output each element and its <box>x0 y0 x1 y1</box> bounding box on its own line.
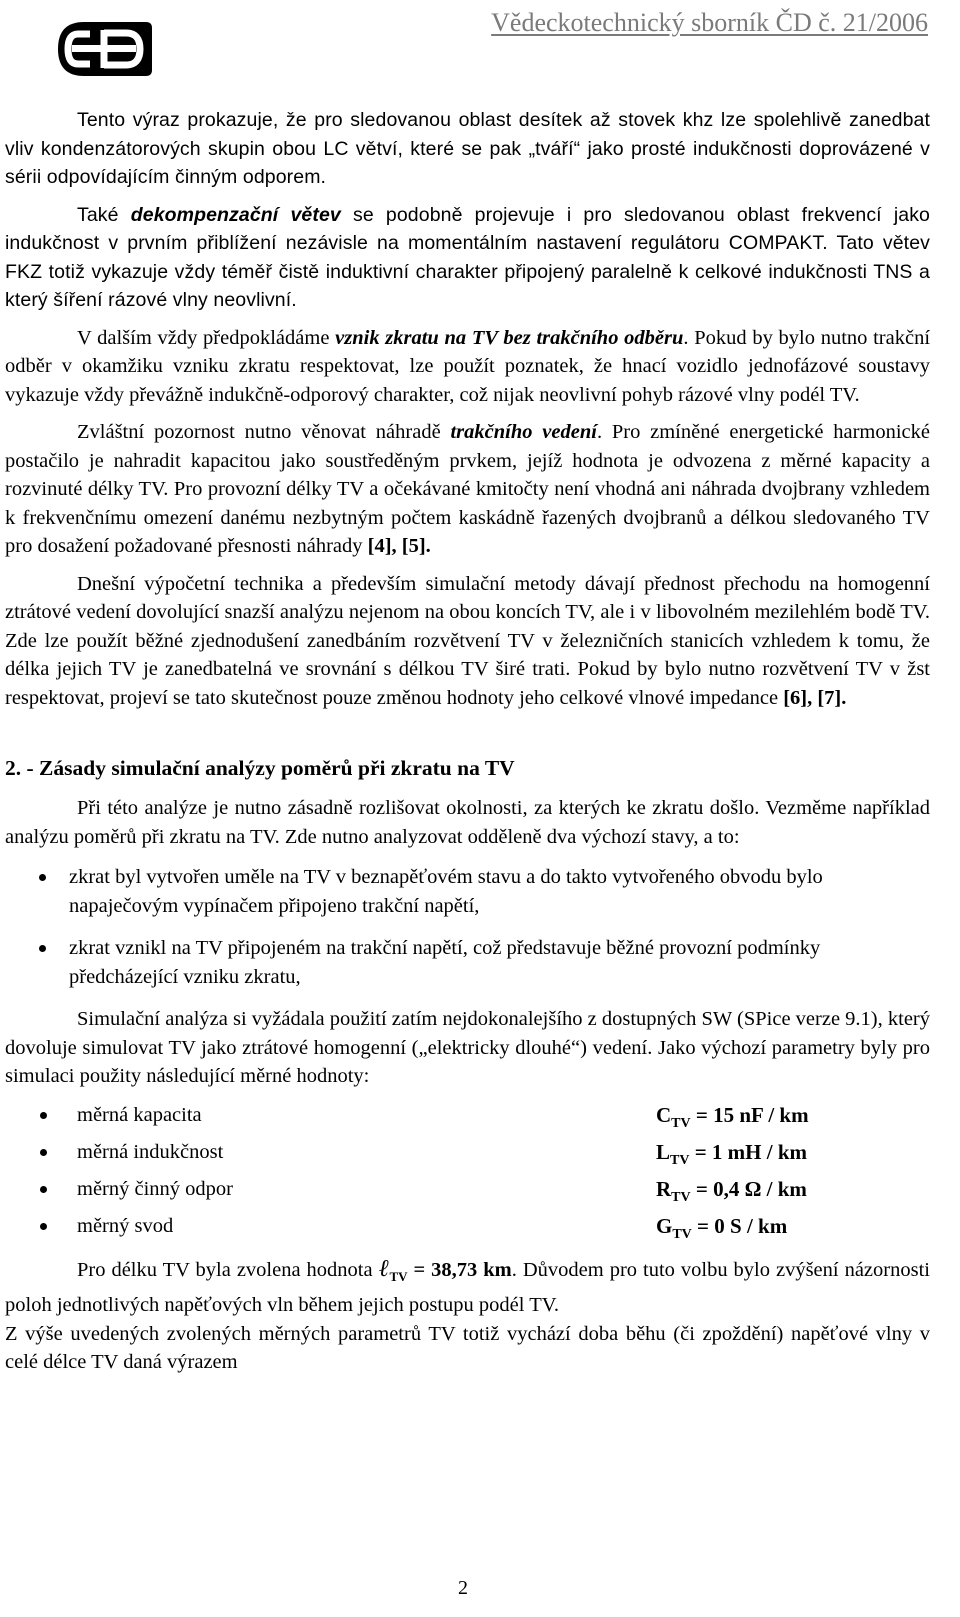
emphasis-dekompenzacni-vetev: dekompenzační větev <box>130 203 341 226</box>
body-text <box>5 106 930 1377</box>
parameter-formula: $L_{TV} = 1$ mH / km <box>656 1139 808 1168</box>
citation-4-5: [4], [5]. <box>367 535 431 557</box>
section-heading: 2. - Zásady simulační analýzy poměrů při zkratu na TV <box>5 756 515 780</box>
parameter-formula: $R_{TV} = 0,4$ Ω / km <box>656 1176 807 1205</box>
list-item: zkrat byl vytvořen uměle na TV v beznapěťovém stavu a do takto vytvořeného obvodu bylo napaječovým vypínačem připojeno trakční napětí, <box>5 863 930 920</box>
emphasis-trakcniho-vedeni: trakčního vedení <box>450 421 597 443</box>
bullet-icon <box>39 874 46 881</box>
bullet-icon <box>40 1223 47 1230</box>
simulation-paragraph: Simulační analýza si vyžádala použití zatím nejdokonalejšího z dostupných SW (SPice verze 9.1), který dovoluje simulovat TV jako ztrátové homogenní („elektricky dlouhé“) vedení. Jako výchozí parametry byly pro simulaci použity následující měrné hodnoty: <box>5 1008 930 1087</box>
list-item: zkrat vznikl na TV připojeném na trakční napětí, což představuje běžné provozní podmínky předcházející vzniku zkratu, <box>5 934 930 991</box>
running-header: Vědeckotechnický sborník ČD č. 21/2006 <box>491 8 928 37</box>
parameter-row: měrná indukčnost $L_{TV} = 1$ mH / km <box>5 1134 930 1171</box>
closing-paragraph: Z výše uvedených zvolených měrných parametrů TV totiž vychází doba běhu (či zpoždění) napěťové vlny v celé délce TV daná výrazem <box>5 1322 930 1373</box>
bullet-icon <box>40 1186 47 1193</box>
paragraph-4: Zvláštní pozornost nutno věnovat náhradě trakčního vedení. Pro zmíněné energetické harmonické postačilo je nahradit kapacitou jako soustředěným prvkem, jejíž hodnota je odvozena z měrné kapacity a rozvinuté délky TV. Pro provozní délky TV a očekávané kmitočty není vhodná ani náhrada dvojbrany vzhledem k frekvenčnímu omezení danému nezbytným počtem kaskádně řazených dvojbranů a délkou sledovaného TV pro dosažení požadované přesnosti náhrady [4], [5]. <box>5 421 931 557</box>
section-intro: Při této analýze je nutno zásadně rozlišovat okolnosti, za kterých ke zkratu došlo. Vezměme například analýzu poměrů při zkratu na TV. Zde nutno analyzovat odděleně dva výchozí stavy, a to: <box>5 797 930 848</box>
bullet-icon <box>40 1112 47 1119</box>
paragraph-5: Dnešní výpočetní technika a především simulační metody dávají přednost přechodu na homogenní ztrátové vedení dovolující snazší analýzu nejenom na obou koncích TV, ale i v libovolném mezilehlém bodě TV. Zde lze použít běžné zjednodušení zanedbáním rozvětvení TV v železničních stanicích vzhledem k tomu, že délka jejich TV je zanedbatelná ve srovnání s délkou TV širé trati. Pokud by bylo nutno rozvětvení TV v žst respektovat, projeví se tato skutečnost pouze změnou hodnoty jeho celkové vlnové impedance [6], [7]. <box>5 572 930 709</box>
paragraph-2: Také dekompenzační větev se podobně projevuje i pro sledovanou oblast frekvencí jako indukčnost v prvním přiblížení nezávisle na momentálním nastavení regulátoru COMPAKT. Tato větev FKZ totiž vykazuje vždy téměř čistě induktivní charakter připojený paralelně k celkové indukčnosti TNS a který šíření rázové vlny neovlivní. <box>5 203 931 311</box>
parameter-row: měrná kapacita $C_{TV} = 15$ nF / km <box>5 1097 930 1134</box>
parameter-row: měrný činný odpor $R_{TV} = 0,4$ Ω / km <box>5 1171 930 1208</box>
citation-6-7: [6], [7]. <box>783 686 847 709</box>
page-number: 2 <box>458 1577 468 1599</box>
parameter-formula: $G_{TV} = 0$ S / km <box>656 1213 788 1242</box>
parameter-row: měrný svod $G_{TV} = 0$ S / km <box>5 1208 930 1245</box>
parameters-list <box>5 1097 930 1245</box>
paragraph-3: V dalším vždy předpokládáme vznik zkratu na TV bez trakčního odběru. Pokud by bylo nutno trakční odběr v okamžiku vzniku zkratu respektovat, lze použít poznatek, že hnací vozidlo jednofázové soustavy vykazuje vždy převážně indukčně-odporový charakter, což nijak neovlivní pohyb rázové vlny podél TV. <box>5 326 931 406</box>
bullet-icon <box>40 1149 47 1156</box>
length-paragraph: Pro délku TV byla zvolena hodnota ℓ$_{TV}$ = 38,73 km. Důvodem pro tuto volbu bylo zvýšení názornosti poloh jednotlivých napěťových vln během jejich postupu podél TV. <box>5 1253 930 1316</box>
length-formula: ℓ$_{TV}$ = 38,73 km <box>378 1253 512 1284</box>
conditions-list <box>5 863 930 991</box>
paragraph-1: Tento výraz prokazuje, že pro sledovanou oblast desítek až stovek khz lze spolehlivě zanedbat vliv kondenzátorových skupin obou LC větví, které se pak „tváří“ jako prosté indukčnosti doprovázené v sérii odpovídajícím činným odporem. <box>5 109 930 188</box>
parameter-formula: $C_{TV} = 15$ nF / km <box>656 1102 809 1131</box>
cd-logo-icon <box>54 16 154 82</box>
bullet-icon <box>39 945 46 952</box>
emphasis-vznik-zkratu: vznik zkratu na TV bez trakčního odběru <box>335 326 684 349</box>
